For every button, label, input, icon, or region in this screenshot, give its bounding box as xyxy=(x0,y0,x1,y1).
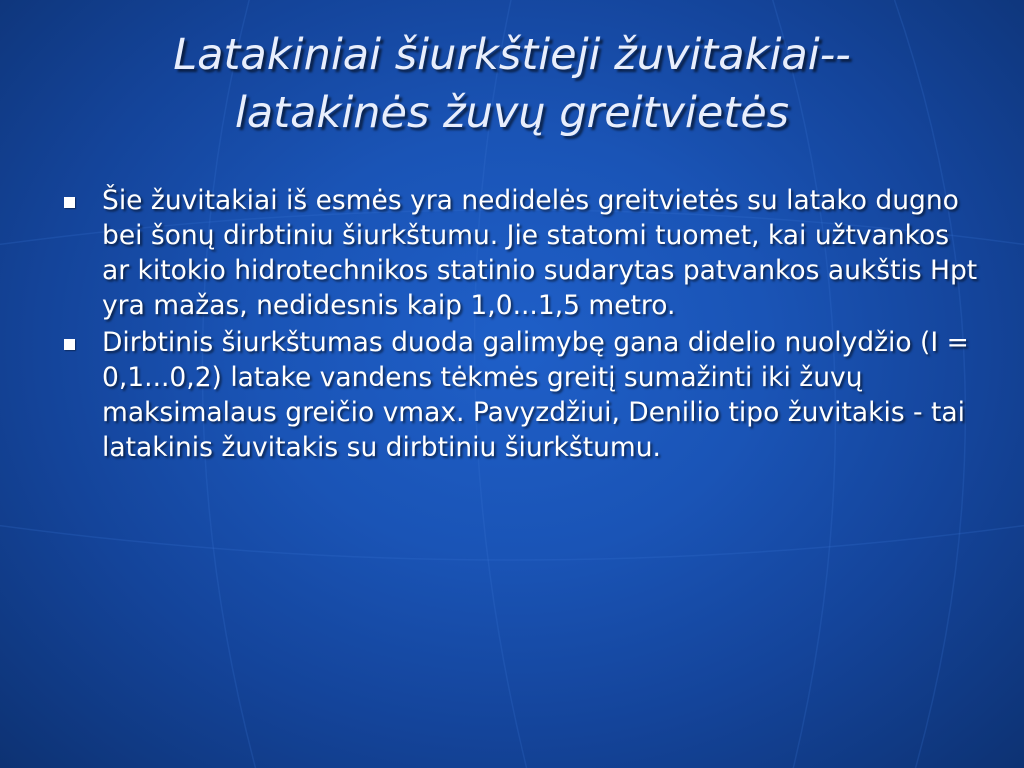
bullet-list xyxy=(58,183,978,467)
bullet-text-1: Šie žuvitakiai iš esmės yra nedidelės greitvietės su latako dugno bei šonų dirbtiniu šiurkštumu. Jie statomi tuomet, kai užtvankos ar kitokio hidrotechnikos statinio sudarytas patvankos aukštis Hpt yra mažas, nedidesnis kaip 1,0...1,5 metro. xyxy=(102,185,978,321)
slide-title-line-2: latakinės žuvų greitvietės xyxy=(234,88,790,138)
bullet-text-2: Dirbtinis šiurkštumas duoda galimybę gana didelio nuolydžio (I = 0,1...0,2) latake vandens tėkmės greitį sumažinti iki žuvų maksimalaus greičio vmax. Pavyzdžiui, Denilio tipo žuvitakis - tai latakinis žuvitakis su dirbtiniu šiurkštumu. xyxy=(102,327,969,463)
square-bullet-icon xyxy=(64,197,75,208)
bullet-item-2 xyxy=(58,325,978,465)
square-bullet-icon xyxy=(64,339,75,350)
bullet-item-1 xyxy=(58,183,978,323)
slide-title xyxy=(0,26,1024,142)
slide-title-line-1: Latakiniai šiurkštieji žuvitakiai-- xyxy=(173,30,851,80)
